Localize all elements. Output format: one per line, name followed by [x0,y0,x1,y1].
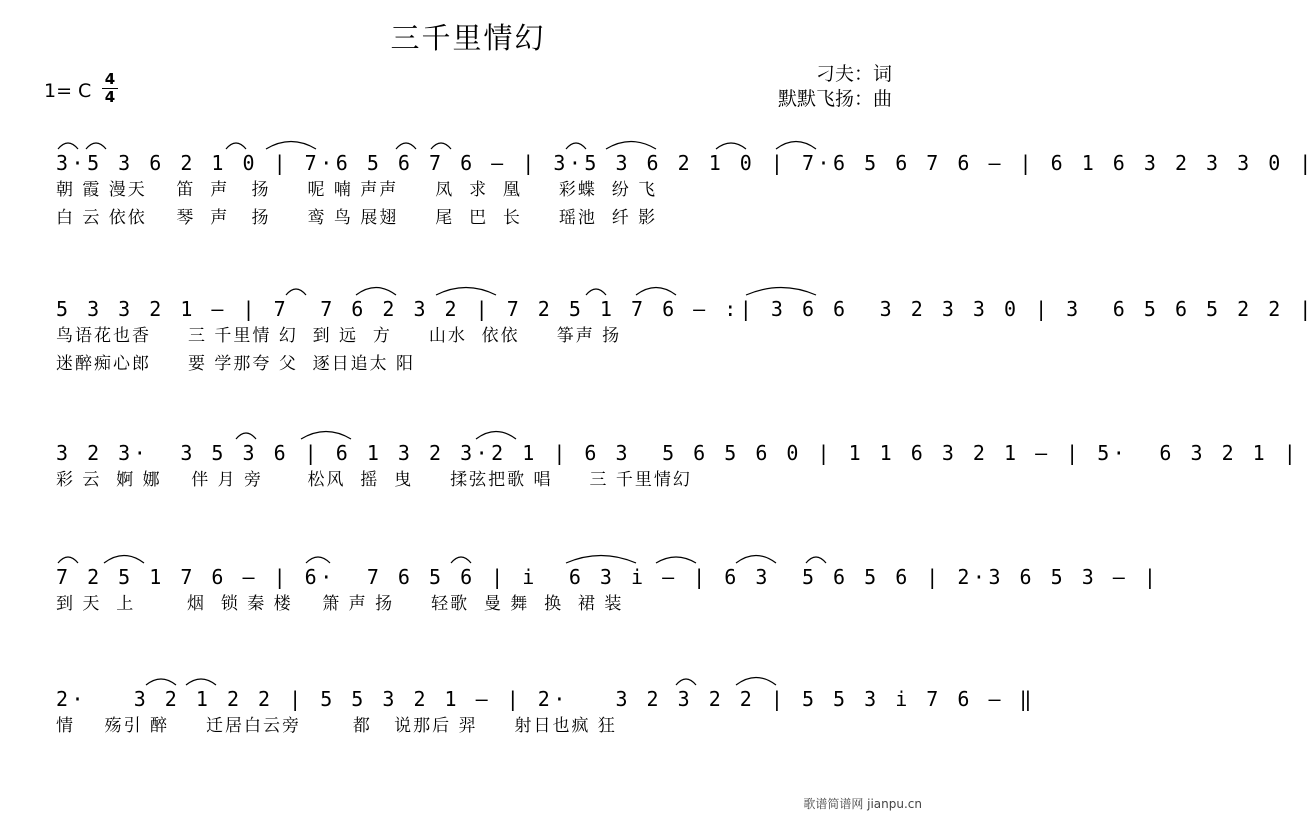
slur-marks-2 [56,280,892,296]
lyric-line-2-verse-2: 迷醉痴心郎 要 学那夸 父 逐日追太 阳 [56,354,416,374]
notes-line-2: 5 3 3 2 1 — | 7 7 6 2 3 2 | 7 2 5 1 7 6 — :| 3 6 6 3 2 3 3 0 | 3 6 5 6 5 2 2 | [56,297,1315,321]
score-system-2 [56,296,1315,378]
lyric-line-3: 彩 云 婀 娜 伴 月 旁 松风 摇 曳 揉弦把歌 唱 三 千里情幻 [56,470,692,490]
score-system-3 [56,440,1300,494]
time-signature-bottom: 4 [104,88,116,106]
song-title: 三千里情幻 [390,21,546,55]
lyric-line-5: 情 殇引 醉 迁居白云旁 都 说那后 羿 射日也疯 狂 [56,716,617,736]
composer-credit: 默默飞扬：曲 [777,88,892,110]
notes-line-3: 3 2 3· 3 5 3 6 | 6 1 3 2 3·2 1 | 6 3 5 6 5 6 0 | 1 1 6 3 2 1 — | 5· 6 3 2 1 | [56,441,1300,465]
score-system-4 [56,564,1160,618]
lyric-line-1-verse-2: 白 云 依依 琴 声 扬 鸾 鸟 展翅 尾 巴 长 瑶池 纤 影 [56,208,658,228]
slur-marks-4 [56,548,892,564]
notes-line-1: 3·5 3 6 2 1 0 | 7·6 5 6 7 6 — | 3·5 3 6 2 1 0 | 7·6 5 6 7 6 — | 6 1 6 3 2 3 3 0 | [56,151,1315,175]
slur-marks-1 [56,134,892,150]
key-signature: 1= C [44,80,92,102]
score-system-1 [56,150,1315,232]
lyric-line-4: 到 天 上 烟 锁 秦 楼 箫 声 扬 轻歌 曼 舞 换 裙 装 [56,594,624,614]
lyric-line-2-verse-1: 鸟语花也香 三 千里情 幻 到 远 方 山水 依依 筝声 扬 [56,326,622,346]
watermark: 歌谱简谱网 jianpu.cn [803,797,922,811]
time-signature-top: 4 [104,70,116,88]
credits [778,62,892,112]
lyric-line-1-verse-1: 朝 霞 漫天 笛 声 扬 呢 喃 声声 凤 求 凰 彩蝶 纷 飞 [56,180,658,200]
score-system-5 [56,686,1036,740]
time-signature [102,72,118,105]
slur-marks-5 [56,670,892,686]
notes-line-4: 7 2 5 1 7 6 — | 6· 7 6 5 6 | i 6 3 i — | 6 3 5 6 5 6 | 2·3 6 5 3 — | [56,565,1160,589]
slur-marks-3 [56,424,892,440]
lyricist-credit: 刁夫：词 [815,63,892,85]
notes-line-5: 2· 3 2 1 2 2 | 5 5 3 2 1 — | 2· 3 2 3 2 2 | 5 5 3 i 7 6 — ‖ [56,687,1036,711]
